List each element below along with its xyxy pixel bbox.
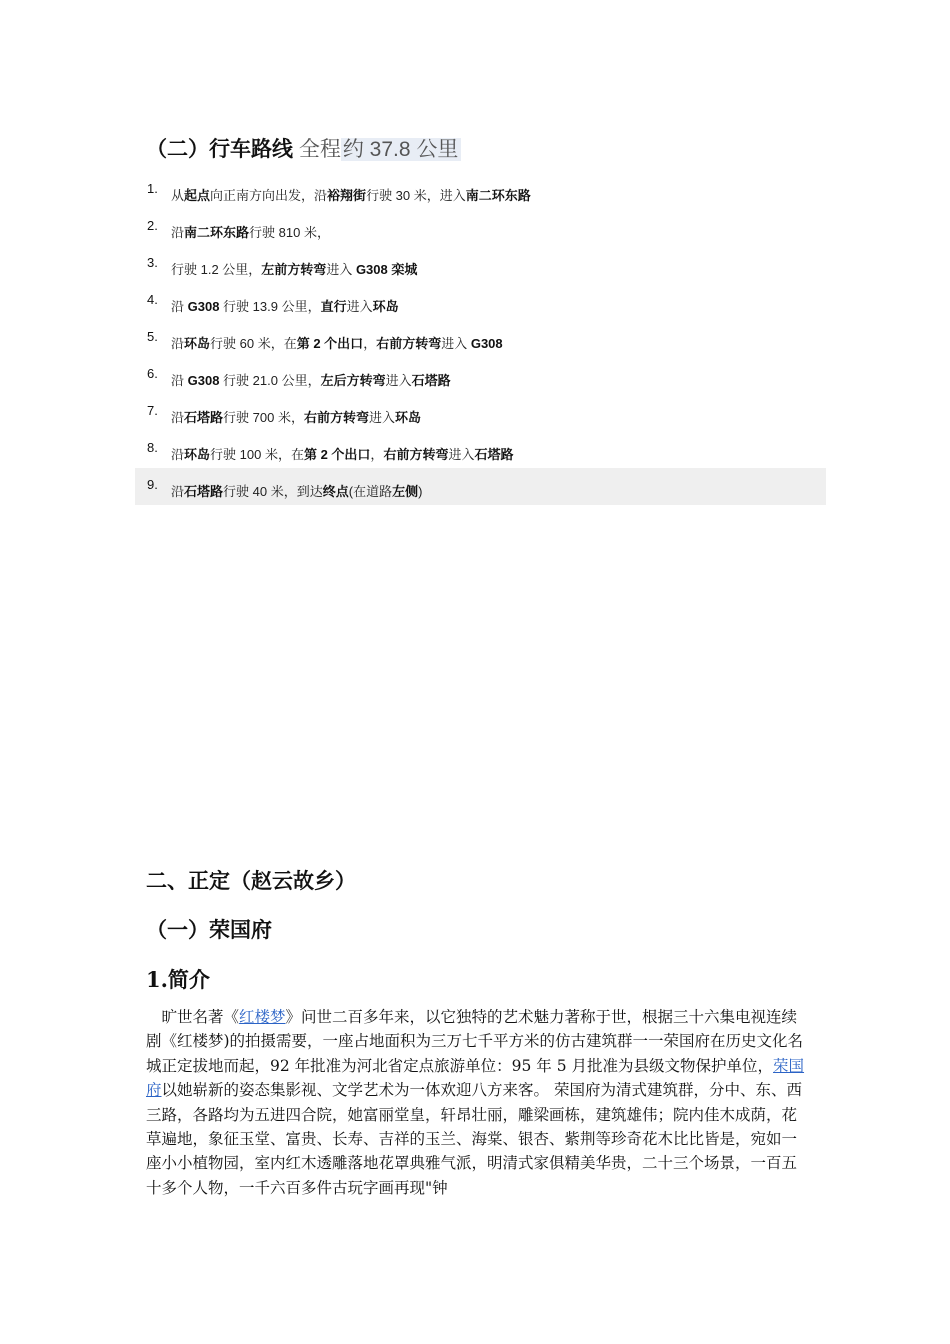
route-step bbox=[135, 172, 826, 209]
route-step bbox=[135, 468, 826, 505]
route-step-keyword: G308 bbox=[187, 373, 220, 388]
intro-paragraph bbox=[146, 1005, 806, 1200]
route-step-fragment: 行驶 30 米，进入 bbox=[366, 188, 466, 203]
route-step-keyword: 右前方转弯 bbox=[303, 410, 369, 425]
route-step-keyword: 石塔路 bbox=[411, 373, 451, 388]
route-distance-highlight: 约 37.8 公里 bbox=[341, 138, 462, 161]
route-step-number: 3. bbox=[147, 255, 158, 270]
route-step-fragment: 进入 bbox=[368, 410, 395, 425]
route-step-fragment: 沿 bbox=[171, 299, 188, 314]
route-step-keyword: 环岛 bbox=[184, 336, 211, 351]
route-step bbox=[135, 320, 826, 357]
route-step-keyword: 环岛 bbox=[372, 299, 399, 314]
route-step-fragment: 行驶 1.2 公里， bbox=[171, 262, 262, 277]
paragraph-text-1: 旷世名著《 bbox=[161, 1008, 240, 1026]
route-step-keyword: 终点 bbox=[322, 484, 349, 499]
route-title-label: （二）行车路线 bbox=[146, 138, 293, 161]
rongguofu-link[interactable]: 荣国府 bbox=[146, 1056, 805, 1100]
route-step-text bbox=[171, 185, 531, 204]
route-step-keyword: 第 2 个出口 bbox=[303, 447, 371, 462]
route-step-fragment: 沿 bbox=[171, 484, 185, 499]
route-step-fragment: 进入 bbox=[448, 447, 475, 462]
route-step-fragment: 进入 bbox=[385, 373, 412, 388]
route-step-fragment: 行驶 700 米， bbox=[223, 410, 304, 425]
route-step-fragment: 进入 bbox=[326, 262, 356, 277]
route-step-keyword: 左侧 bbox=[392, 484, 419, 499]
route-step-text bbox=[171, 296, 399, 315]
route-step-keyword: 右前方转弯 bbox=[376, 336, 442, 351]
route-step-text bbox=[171, 333, 503, 352]
route-step-number: 6. bbox=[147, 366, 158, 381]
intro-heading: 1.简介 bbox=[146, 967, 210, 992]
route-step bbox=[135, 357, 826, 394]
route-step-keyword: G308 bbox=[187, 299, 220, 314]
route-step-text bbox=[171, 370, 451, 389]
paragraph-text-3: 以她崭新的姿态集影视、文学艺术为一体欢迎八方来客。 荣国府为清式建筑群，分中、东、西三路，各路均为五进四合院，她富丽堂皇，轩昂壮丽，雕梁画栋，建筑雄伟；院内佳木成荫，花草遍地，象征玉堂、富贵、长寿、吉祥的玉兰、海棠、银杏、紫荆等珍奇花木比比皆是，宛如一座小小植物园，室内红木透雕落地花罩典雅气派，明清式家俱精美华贵，二十三个场景，一百五十多个人物，一千六百多件古玩字画再现"钟 bbox=[146, 1081, 802, 1197]
route-title bbox=[146, 136, 461, 164]
route-step-number: 4. bbox=[147, 292, 158, 307]
route-step-fragment: 从 bbox=[171, 188, 185, 203]
route-step-fragment: 进入 bbox=[441, 336, 471, 351]
route-step-keyword: G308 栾城 bbox=[355, 262, 418, 277]
route-step-fragment: ， bbox=[363, 336, 377, 351]
route-step bbox=[135, 394, 826, 431]
route-step-fragment: 沿 bbox=[171, 336, 185, 351]
route-step-keyword: 石塔路 bbox=[184, 410, 224, 425]
route-step-fragment: 沿 bbox=[171, 373, 188, 388]
route-step bbox=[135, 431, 826, 468]
route-step-fragment: 行驶 60 米，在 bbox=[210, 336, 297, 351]
route-step-text bbox=[171, 259, 417, 278]
route-step-keyword: 直行 bbox=[320, 299, 347, 314]
route-step-fragment: 行驶 810 米， bbox=[249, 225, 330, 240]
route-step-fragment: ， bbox=[370, 447, 384, 462]
route-step bbox=[135, 246, 826, 283]
route-step-fragment: ) bbox=[418, 484, 423, 499]
route-step-text bbox=[171, 444, 513, 463]
route-step bbox=[135, 209, 826, 246]
route-step-keyword: 起点 bbox=[184, 188, 211, 203]
route-step-fragment: 沿 bbox=[171, 447, 185, 462]
route-step-fragment: 沿 bbox=[171, 225, 185, 240]
route-step-keyword: 左前方转弯 bbox=[261, 262, 327, 277]
section-heading: 二、正定（赵云故乡） bbox=[146, 869, 356, 893]
route-step-keyword: 石塔路 bbox=[184, 484, 224, 499]
route-step-keyword: 裕翔街 bbox=[327, 188, 367, 203]
route-step-text bbox=[171, 407, 421, 426]
route-step-keyword: 南二环东路 bbox=[184, 225, 250, 240]
route-step-number: 5. bbox=[147, 329, 158, 344]
route-step-keyword: 左后方转弯 bbox=[320, 373, 386, 388]
route-step-keyword: 环岛 bbox=[394, 410, 421, 425]
route-step-fragment: 行驶 100 米，在 bbox=[210, 447, 304, 462]
route-step-fragment: 向正南方向出发，沿 bbox=[210, 188, 328, 203]
route-step-keyword: 右前方转弯 bbox=[383, 447, 449, 462]
route-step-number: 2. bbox=[147, 218, 158, 233]
route-step-number: 1. bbox=[147, 181, 158, 196]
hongloumeng-link[interactable]: 红楼梦 bbox=[239, 1008, 286, 1026]
route-step-keyword: 环岛 bbox=[184, 447, 211, 462]
route-step-fragment: 行驶 40 米，到达 bbox=[223, 484, 323, 499]
route-step-fragment: 行驶 21.0 公里， bbox=[219, 373, 321, 388]
route-step-keyword: G308 bbox=[470, 336, 503, 351]
sub-heading: （一）荣国府 bbox=[146, 918, 272, 942]
route-step bbox=[135, 283, 826, 320]
route-steps-list bbox=[135, 172, 826, 505]
route-step-fragment: 进入 bbox=[346, 299, 373, 314]
route-step-fragment: 行驶 13.9 公里， bbox=[219, 299, 321, 314]
route-step-fragment: (在道路 bbox=[348, 484, 393, 499]
route-step-text bbox=[171, 481, 422, 500]
route-step-number: 7. bbox=[147, 403, 158, 418]
route-step-fragment: 沿 bbox=[171, 410, 185, 425]
route-distance bbox=[299, 138, 462, 161]
route-step-text bbox=[171, 222, 330, 241]
route-step-keyword: 第 2 个出口 bbox=[296, 336, 364, 351]
route-step-keyword: 石塔路 bbox=[474, 447, 514, 462]
route-step-number: 8. bbox=[147, 440, 158, 455]
route-distance-prefix: 全程 bbox=[298, 138, 341, 161]
route-step-keyword: 南二环东路 bbox=[465, 188, 531, 203]
route-step-number: 9. bbox=[147, 477, 158, 492]
paragraph-text-2: 》问世二百多年来，以它独特的艺术魅力著称于世，根据三十六集电视连续剧《红楼梦)的拍摄需要，一座占地面积为三万七千平方米的仿古建筑群一一荣国府在历史文化名城正定拔地而起，92 年批准为河北省定点旅游单位：95 年 5 月批准为县级文物保护单位， bbox=[146, 1008, 804, 1075]
